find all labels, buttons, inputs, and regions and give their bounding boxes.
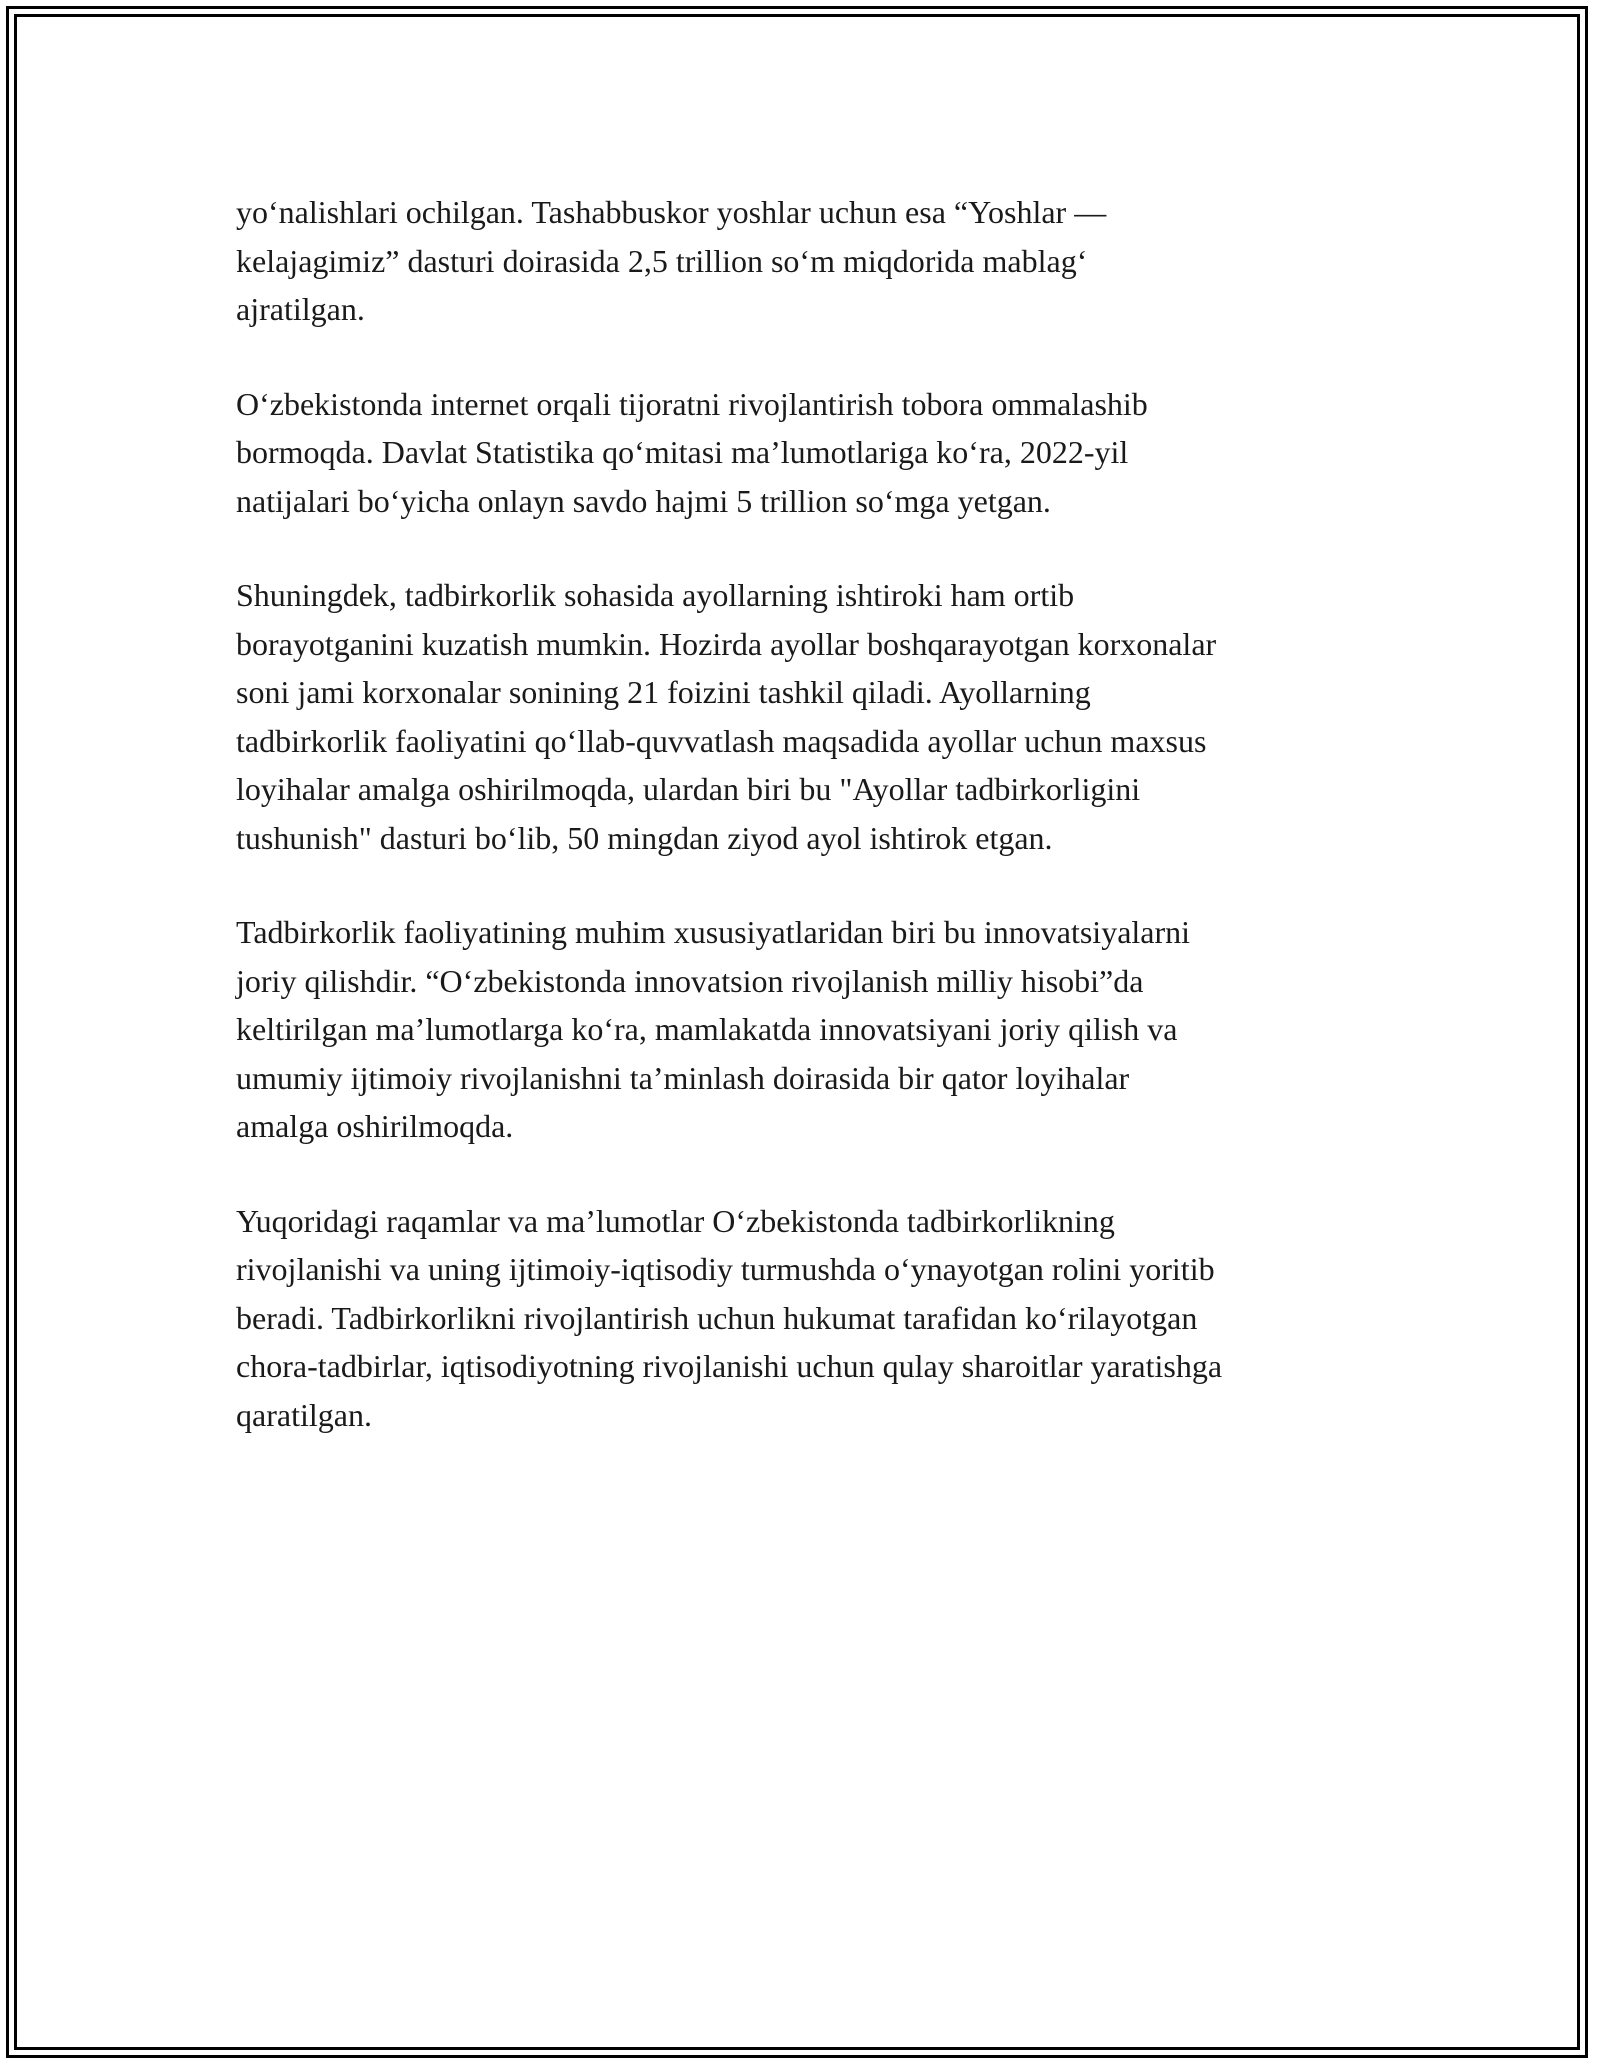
paragraph-innovation (236, 908, 1376, 1151)
text-line: rivojlanishi va uning ijtimoiy-iqtisodiy turmushda o‘ynayotgan rolini yoritib (236, 1251, 1215, 1287)
text-line: Tadbirkorlik faoliyatining muhim xususiyatlaridan biri bu innovatsiyalarni (236, 914, 1191, 950)
paragraph-youth-program (236, 188, 1376, 334)
text-line: bormoqda. Davlat Statistika qo‘mitasi ma’lumotlariga ko‘ra, 2022-yil (236, 434, 1129, 470)
text-line: tadbirkorlik faoliyatini qo‘llab-quvvatlash maqsadida ayollar uchun maxsus (236, 722, 1207, 759)
text-line: soni jami korxonalar sonining 21 foizini tashkil qiladi. Ayollarning (236, 674, 1091, 710)
text-line: yo‘nalishlari ochilgan. Tashabbuskor yoshlar uchun esa “Yoshlar — (236, 194, 1107, 230)
paragraph-conclusion (236, 1197, 1376, 1440)
paragraph-online-trade (236, 380, 1376, 526)
text-line: tushunish" dasturi bo‘lib, 50 mingdan ziyod ayol ishtirok etgan. (236, 819, 1053, 856)
text-line: umumiy ijtimoiy rivojlanishni ta’minlash doirasida bir qator loyihalar (236, 1059, 1130, 1096)
text-line: beradi. Tadbirkorlikni rivojlantirish uchun hukumat tarafidan ko‘rilayotgan (236, 1299, 1198, 1336)
text-line: kelajagimiz” dasturi doirasida 2,5 trillion so‘m miqdorida mablag‘ (236, 242, 1088, 279)
text-line: borayotganini kuzatish mumkin. Hozirda ayollar boshqarayotgan korxonalar (236, 625, 1217, 662)
text-line: joriy qilishdir. “O‘zbekistonda innovatsion rivojlanish milliy hisobi”da (236, 962, 1144, 999)
text-line: Yuqoridagi raqamlar va ma’lumotlar O‘zbekistonda tadbirkorlikning (236, 1202, 1115, 1239)
paragraph-women-entrepreneurship (236, 571, 1376, 862)
text-line: amalga oshirilmoqda. (236, 1108, 514, 1144)
text-line: Shuningdek, tadbirkorlik sohasida ayollarning ishtiroki ham ortib (236, 577, 1075, 613)
text-line: loyihalar amalga oshirilmoqda, ulardan biri bu "Ayollar tadbirkorligini (236, 771, 1141, 807)
text-line: O‘zbekistonda internet orqali tijoratni rivojlantirish tobora ommalashib (236, 385, 1148, 422)
document-body (236, 188, 1376, 1485)
text-line: qaratilgan. (236, 1396, 372, 1433)
text-line: ajratilgan. (236, 291, 365, 327)
text-line: chora-tadbirlar, iqtisodiyotning rivojlanishi uchun qulay sharoitlar yaratishga (236, 1348, 1223, 1384)
text-line: natijalari bo‘yicha onlayn savdo hajmi 5 trillion so‘mga yetgan. (236, 482, 1051, 519)
text-line: keltirilgan ma’lumotlarga ko‘ra, mamlakatda innovatsiyani joriy qilish va (236, 1011, 1178, 1047)
